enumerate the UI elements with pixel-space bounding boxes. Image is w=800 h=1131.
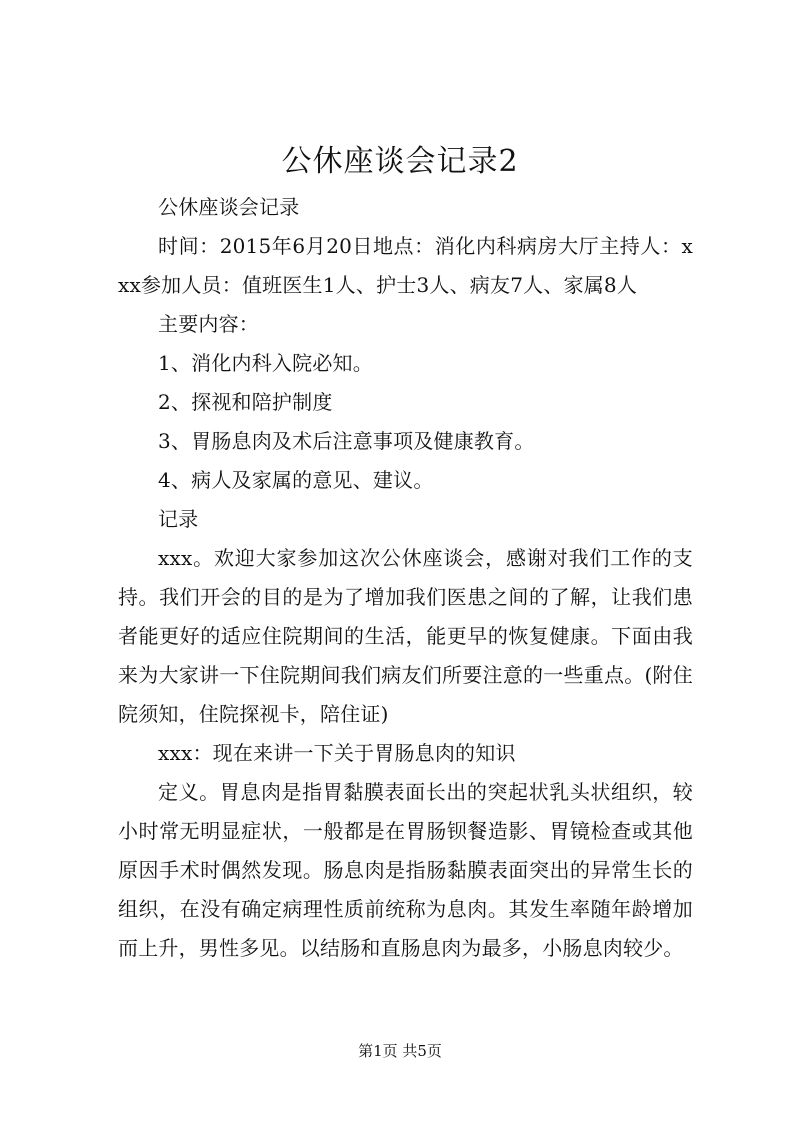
paragraph-welcome: xxx。欢迎大家参加这次公休座谈会，感谢对我们工作的支持。我们开会的目的是为了增加我们医患之间的了解，让我们患者能更好的适应住院期间的生活，能更早的恢复健康。下面由我来为大家讲一下住院期间我们病友们所要注意的一些重点。(附住院须知，住院探视卡，陪住证) — [118, 546, 693, 726]
paragraph-item-2: 2、探视和陪护制度 — [158, 390, 333, 414]
paragraph-main-content-label: 主要内容： — [158, 312, 259, 336]
document-body — [118, 188, 693, 968]
document-title: 公休座谈会记录2 — [281, 144, 519, 179]
paragraph-polyp-intro: xxx：现在来讲一下关于胃肠息肉的知识 — [158, 741, 516, 765]
paragraph-item-3: 3、胃肠息肉及术后注意事项及健康教育。 — [158, 429, 535, 453]
paragraph-heading: 公休座谈会记录 — [158, 195, 300, 219]
paragraph-item-1: 1、消化内科入院必知。 — [158, 351, 373, 375]
paragraph-polyp-definition: 定义。胃息肉是指胃黏膜表面长出的突起状乳头状组织，较小时常无明显症状，一般都是在胃肠钡餐造影、胃镜检查或其他原因手术时偶然发现。肠息肉是指肠黏膜表面突出的异常生长的组织，在没有确定病理性质前统称为息肉。其发生率随年龄增加而上升，男性多见。以结肠和直肠息肉为最多，小肠息肉较少。 — [118, 780, 693, 960]
paragraph-item-4: 4、病人及家属的意见、建议。 — [158, 468, 434, 492]
page-footer: 第1页 共5页 — [358, 1042, 442, 1060]
paragraph-meeting-info: 时间：2015年6月20日地点：消化内科病房大厅主持人：xxx参加人员：值班医生1人、护士3人、病友7人、家属8人 — [118, 234, 693, 297]
paragraph-record-label: 记录 — [158, 507, 199, 531]
